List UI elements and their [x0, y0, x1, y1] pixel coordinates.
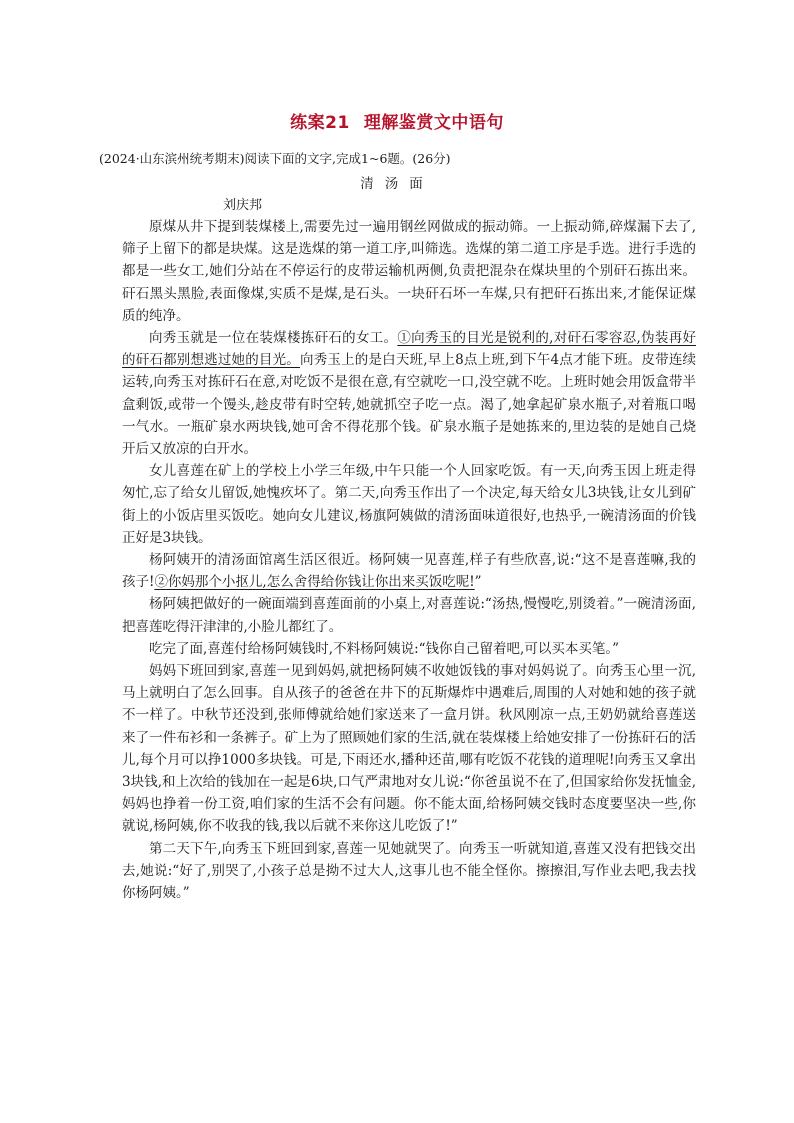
story-paragraph — [122, 549, 696, 593]
story-paragraph — [122, 660, 696, 838]
paragraph-text: 妈妈下班回到家,喜莲一见到妈妈,就把杨阿姨不收她饭钱的事对妈妈说了。向秀玉心里一沉,马上就明白了怎么回事。自从孩子的爸爸在井下的瓦斯爆炸中遇难后,周围的人对她和她的孩子就不一样了。中秋节还没到,张师傅就给她们家送来了一盒月饼。秋风刚凉一点,王奶奶就给喜莲送来了一件布衫和一条裤子。矿上为了照顾她们家的生活,就在装煤楼上给她安排了一份拣矸石的活儿,每个月可以挣1000多块钱。可是,下雨还水,播种还苗,哪有吃饭不花钱的道理呢!向秀玉又拿出3块钱,和上次给的钱加在一起是6块,口气严肃地对女儿说:“你爸虽说不在了,但国家给你发抚恤金,妈妈也挣着一份工资,咱们家的生活不会有问题。你不能太面,给杨阿姨交钱时态度要坚决一些,你就说,杨阿姨,你不收我的钱,我以后就不来你这儿吃饭了!” — [122, 663, 696, 835]
paragraph-text: 向秀玉就是一位在装煤楼拣矸石的女工。 — [149, 330, 398, 347]
paragraph-text: 女儿喜莲在矿上的学校上小学三年级,中午只能一个人回家吃饭。有一天,向秀玉因上班走得匆忙,忘了给女儿留饭,她愧疚坏了。第二天,向秀玉作出了一个决定,每天给女儿3块钱,让女儿到矿街上的小饭店里买饭吃。她向女儿建议,杨旗阿姨做的清汤面味道很好,也热乎,一碗清汤面的价钱正好是3块钱。 — [122, 463, 696, 546]
page-title — [0, 108, 794, 133]
story-paragraph — [122, 460, 696, 549]
paragraph-text: 杨阿姨开的清汤面馆离生活区很近。杨阿姨一见喜莲,样子有些欣喜,说:“这不是喜莲嘛,我的孩子! — [122, 552, 696, 591]
exercise-title: 理解鉴赏文中语句 — [363, 113, 504, 133]
story-paragraph — [122, 216, 696, 327]
paragraph-text: 原煤从井下提到装煤楼上,需要先过一遍用钢丝网做成的振动筛。一上振动筛,碎煤漏下去了,筛子上留下的都是块煤。这是选煤的第一道工序,叫筛选。选煤的第二道工序是手选。进行手选的都是一些女工,她们分站在不停运行的皮带运输机两侧,负责把混杂在煤块里的个别矸石拣出来。矸石黑头黑脸,表面像煤,实质不是煤,是石头。一块矸石坏一车煤,只有把矸石拣出来,才能保证煤质的纯净。 — [122, 219, 696, 324]
story-paragraph — [122, 838, 696, 905]
paragraph-text: 向秀玉上的是白天班,早上8点上班,到下午4点才能下班。皮带连续运转,向秀玉对拣矸石在意,对吃饭不是很在意,有空就吃一口,没空就不吃。上班时她会用饭盒带半盒剩饭,或带一个馒头,趁皮带有时空转,她就抓空子吃一点。渴了,她拿起矿泉水瓶子,对着瓶口喝一气水。一瓶矿泉水两块钱,她可舍不得花那个钱。矿泉水瓶子是她拣来的,里边装的是她自己烧开后又放凉的白开水。 — [122, 352, 697, 458]
paragraph-text: 吃完了面,喜莲付给杨阿姨钱时,不料杨阿姨说:“钱你自己留着吧,可以买本买笔。” — [149, 640, 619, 657]
story-paragraph — [122, 638, 696, 660]
paragraph-text: ” — [474, 574, 482, 591]
story-paragraph — [122, 593, 696, 637]
paragraph-text: 杨阿姨把做好的一碗面端到喜莲面前的小桌上,对喜莲说:“汤热,慢慢吃,别烫着。”一碗清汤面,把喜莲吃得汗津津的,小脸儿都红了。 — [122, 596, 696, 635]
story-body — [122, 216, 696, 904]
paragraph-text: 第二天下午,向秀玉下班回到家,喜莲一见她就哭了。向秀玉一听就知道,喜莲又没有把钱交出去,她说:“好了,别哭了,小孩子总是拗不过大人,这事儿也不能全怪你。擦擦泪,写作业去吧,我去找你杨阿姨。” — [122, 840, 696, 902]
story-paragraph — [122, 327, 696, 460]
story-title: 清汤面 — [360, 176, 434, 192]
question-source: (2024·山东滨州统考期末)阅读下面的文字,完成1~6题。(26分) — [99, 151, 451, 166]
story-author: 刘庆邦 — [223, 198, 263, 213]
underlined-sentence: ②你妈那个小抠儿,怎么舍得给你钱让你出来买饭吃呢! — [154, 574, 475, 591]
underlined-sentence: ①向秀玉的目光是锐利的,对矸石零容忍,伪装再好的矸石都别想逃过她的目光。 — [122, 330, 696, 369]
exercise-number: 练案21 — [290, 113, 350, 133]
